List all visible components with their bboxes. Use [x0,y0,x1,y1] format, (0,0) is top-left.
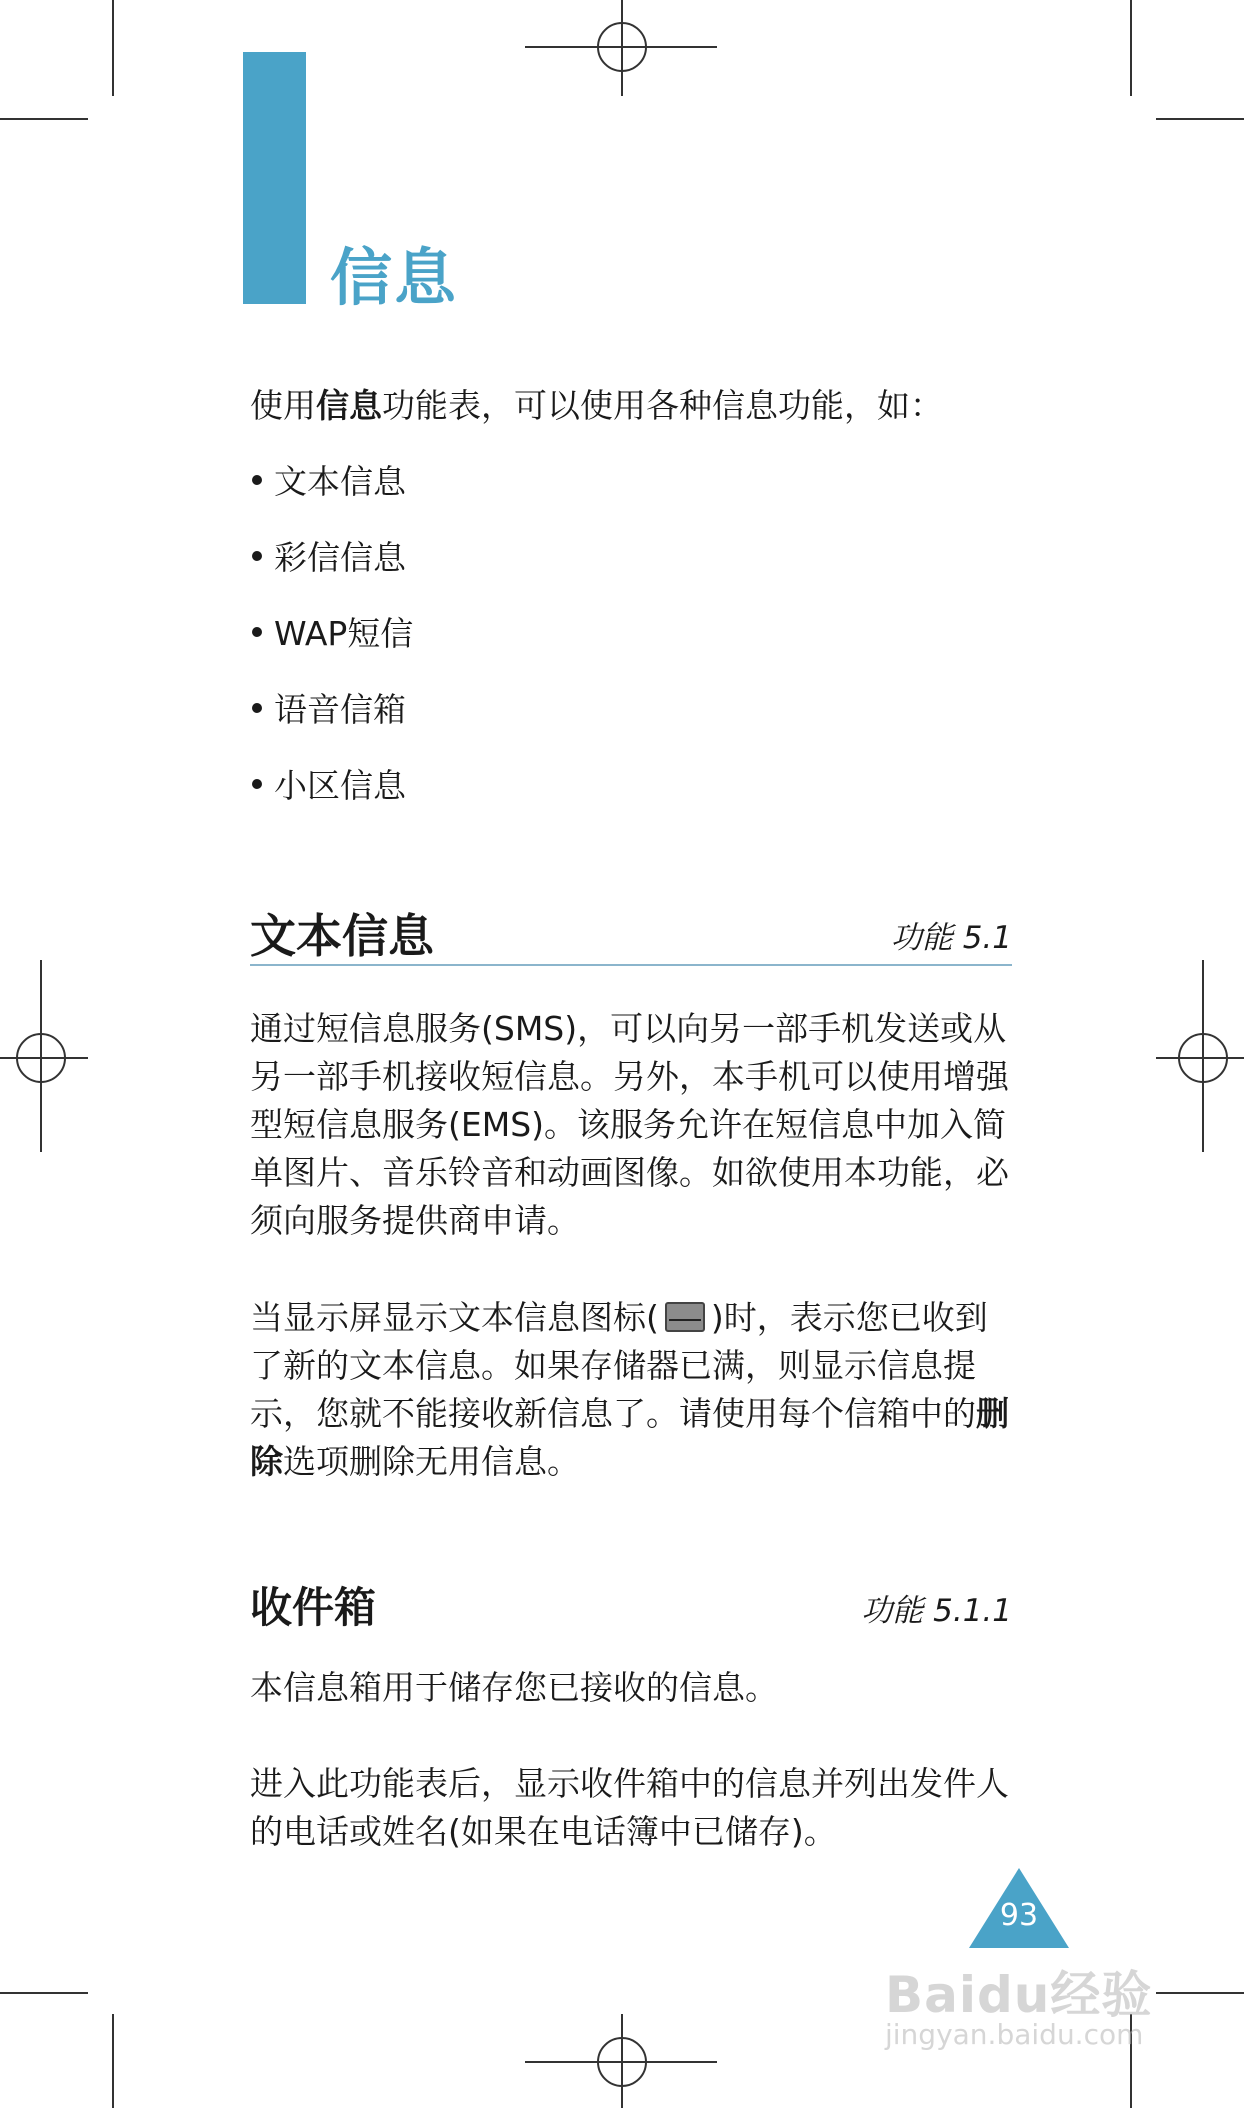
crop-mark [0,1992,88,1994]
list-item [250,534,413,610]
para2-text-c: 选项删除无用信息。 [283,1442,580,1481]
registration-mark [16,1033,66,1083]
bullet-icon [252,703,262,713]
feature-list [250,458,413,838]
para2-text-a: 当显示屏显示文本信息图标( [250,1298,659,1337]
delete-option-term: 删除 [250,1394,1009,1481]
section-function-ref: 功能 5.1 [890,920,1012,956]
crop-mark [1156,1992,1244,1994]
chapter-accent-bar [243,52,306,304]
watermark-logo: Baidu经验 [885,1966,1153,2024]
list-item [250,762,413,838]
list-item [250,458,413,534]
crop-mark [1130,0,1132,96]
bullet-icon [252,779,262,789]
section-title: 文本信息 [250,909,434,963]
list-item-label: 语音信箱 [274,690,406,729]
list-item-label: 彩信信息 [274,538,406,577]
list-item-label: 小区信息 [274,766,406,805]
subsection-paragraph-1: 本信息箱用于储存您已接收的信息。 [250,1668,778,1707]
intro-suffix: 功能表，可以使用各种信息功能，如： [382,386,943,425]
bullet-icon [252,627,262,637]
page-number: 93 [999,1898,1039,1933]
crop-mark [112,0,114,96]
crop-mark [112,2014,114,2108]
watermark-url: jingyan.baidu.com [885,2018,1144,2051]
section-divider [250,964,1012,966]
bullet-icon [252,475,262,485]
para2-text-b: )时，表示您已收到了新的文本信息。如果存储器已满，则显示信息提示，您就不能接收新信息了。请使用每个信箱中的 [250,1298,988,1433]
bullet-icon [252,551,262,561]
section-paragraph-2 [250,1294,1020,1486]
subsection-title: 收件箱 [250,1583,377,1632]
crop-mark [0,118,88,120]
intro-bold-term: 信息 [316,386,382,425]
envelope-icon [665,1302,705,1332]
registration-mark [597,2037,647,2087]
crop-mark [1156,118,1244,120]
registration-mark [1178,1033,1228,1083]
list-item-label: 文本信息 [274,462,406,501]
subsection-function-ref: 功能 5.1.1 [861,1593,1012,1629]
intro-prefix: 使用 [250,386,316,425]
section-paragraph-1: 通过短信息服务(SMS)，可以向另一部手机发送或从另一部手机接收短信息。另外，本手机可以使用增强型短信息服务(EMS)。该服务允许在短信息中加入简单图片、音乐铃音和动画图像。如欲使用本功能，必须向服务提供商申请。 [250,1009,1009,1240]
list-item [250,610,413,686]
intro-paragraph [250,382,943,430]
registration-mark [597,22,647,72]
list-item-label: WAP短信 [274,614,414,653]
chapter-title: 信息 [330,241,459,314]
list-item [250,686,413,762]
subsection-paragraph-2: 进入此功能表后，显示收件箱中的信息并列出发件人的电话或姓名(如果在电话簿中已储存)。 [250,1764,1009,1851]
